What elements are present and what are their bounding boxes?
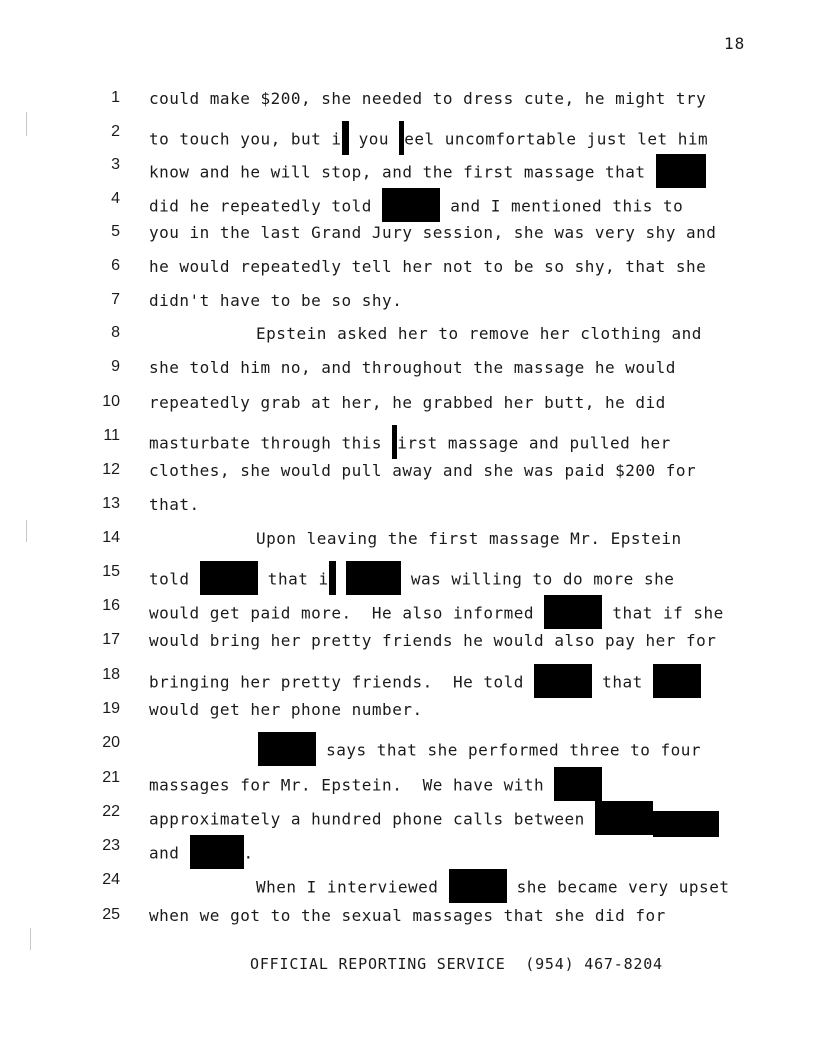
line-text: when we got to the sexual massages that she did for <box>149 906 666 925</box>
line-text: clothes, she would pull away and she was paid $200 for <box>149 461 697 480</box>
line-text: he would repeatedly tell her not to be so shy, that she <box>149 257 707 276</box>
transcript-line <box>0 696 817 726</box>
line-number: 14 <box>102 529 120 546</box>
line-text: bringing her pretty friends. He told that <box>149 666 701 700</box>
transcript-line <box>0 559 817 589</box>
line-number: 13 <box>102 495 120 512</box>
transcript-line <box>0 833 817 863</box>
line-text: you in the last Grand Jury session, she was very shy and <box>149 223 717 242</box>
transcript-line <box>0 730 817 760</box>
redaction-box <box>399 121 404 155</box>
redaction-box <box>392 425 397 459</box>
line-text: told that i was willing to do more she <box>149 563 674 597</box>
line-text: would get paid more. He also informed that if she <box>149 597 724 631</box>
line-text: didn't have to be so shy. <box>149 291 403 310</box>
line-text: repeatedly grab at her, he grabbed her butt, he did <box>149 393 666 412</box>
redaction-box <box>449 869 507 903</box>
line-text: she told him no, and throughout the massage he would <box>149 358 676 377</box>
redaction-box <box>534 664 592 698</box>
page-number: 18 <box>724 34 746 53</box>
line-number: 21 <box>102 769 120 786</box>
redaction-box <box>329 561 336 595</box>
transcript-line <box>0 253 817 283</box>
transcript-line <box>0 799 817 829</box>
transcript-line <box>0 457 817 487</box>
line-text: to touch you, but i you eel uncomfortable just let him <box>149 123 708 157</box>
line-number: 12 <box>102 461 120 478</box>
line-number: 5 <box>111 223 120 240</box>
transcript-line <box>0 525 817 555</box>
line-text: Upon leaving the first massage Mr. Epstein <box>256 529 682 548</box>
line-number: 24 <box>102 871 120 888</box>
line-number: 7 <box>111 291 120 308</box>
redaction-box <box>656 154 706 188</box>
line-text: massages for Mr. Epstein. We have with <box>149 769 602 803</box>
line-number: 25 <box>102 906 120 923</box>
line-text: masturbate through this irst massage and pulled her <box>149 427 671 461</box>
line-number: 3 <box>111 156 120 173</box>
transcript-line <box>0 765 817 795</box>
redaction-box <box>382 188 440 222</box>
line-number: 2 <box>111 123 120 140</box>
line-text: did he repeatedly told and I mentioned this to <box>149 190 683 224</box>
redaction-box <box>554 767 602 801</box>
line-number: 9 <box>111 358 120 375</box>
transcript-line <box>0 867 817 897</box>
transcript-line <box>0 186 817 216</box>
line-number: 18 <box>102 666 120 683</box>
line-number: 22 <box>102 803 120 820</box>
line-text: When I interviewed she became very upset <box>256 871 729 905</box>
line-number: 15 <box>102 563 120 580</box>
line-text: would bring her pretty friends he would also pay her for <box>149 631 717 650</box>
redaction-box <box>342 121 349 155</box>
line-text: and . <box>149 837 254 871</box>
redaction-box <box>544 595 602 629</box>
transcript-line <box>0 902 817 932</box>
transcript-line <box>0 423 817 453</box>
transcript-line <box>0 354 817 384</box>
line-text: approximately a hundred phone calls between <box>149 803 719 837</box>
line-text: would get her phone number. <box>149 700 423 719</box>
line-text: could make $200, she needed to dress cute, he might try <box>149 89 707 108</box>
transcript-line <box>0 119 817 149</box>
redaction-box <box>190 835 244 869</box>
transcript-line <box>0 287 817 317</box>
line-number: 10 <box>102 393 120 410</box>
redaction-box <box>346 561 401 595</box>
transcript-line <box>0 320 817 350</box>
line-number: 23 <box>102 837 120 854</box>
transcript-line <box>0 152 817 182</box>
transcript-line <box>0 85 817 115</box>
line-number: 20 <box>102 734 120 751</box>
footer-reporting-service: OFFICIAL REPORTING SERVICE (954) 467-8204 <box>250 955 663 973</box>
line-number: 1 <box>111 89 120 106</box>
transcript-line <box>0 491 817 521</box>
transcript-line <box>0 662 817 692</box>
line-number: 8 <box>111 324 120 341</box>
line-text: that. <box>149 495 200 514</box>
line-number: 6 <box>111 257 120 274</box>
redaction-box <box>200 561 258 595</box>
line-text: know and he will stop, and the first massage that <box>149 156 706 190</box>
transcript-line <box>0 593 817 623</box>
line-text: says that she performed three to four <box>258 734 701 768</box>
redaction-box <box>653 664 701 698</box>
transcript-line <box>0 627 817 657</box>
redaction-box <box>595 801 653 835</box>
transcript-line <box>0 219 817 249</box>
redaction-box <box>258 732 316 766</box>
line-number: 4 <box>111 190 120 207</box>
line-number: 16 <box>102 597 120 614</box>
line-number: 19 <box>102 700 120 717</box>
line-number: 17 <box>102 631 120 648</box>
transcript-line <box>0 389 817 419</box>
line-number: 11 <box>103 427 120 444</box>
line-text: Epstein asked her to remove her clothing and <box>256 324 702 343</box>
